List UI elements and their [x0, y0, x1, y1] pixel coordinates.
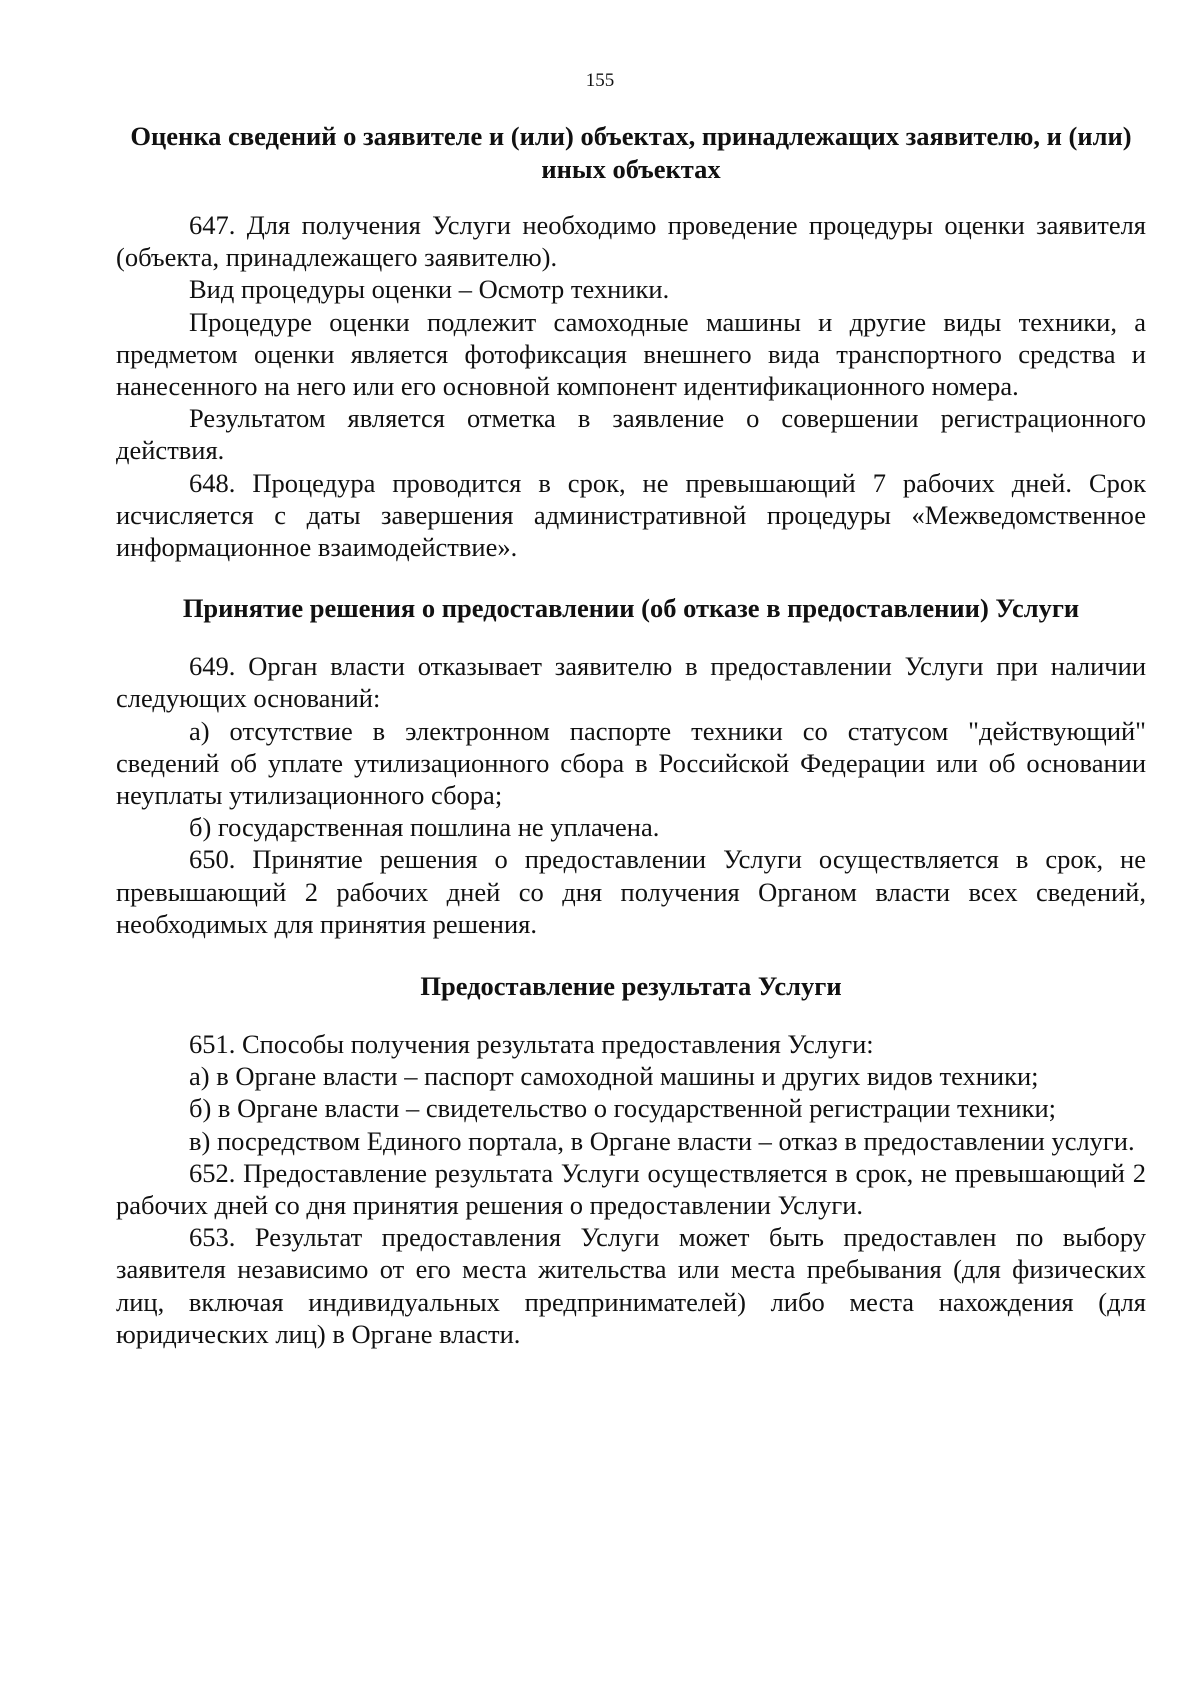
- section-heading: Предоставление результата Услуги: [420, 971, 842, 1002]
- document-body: [116, 120, 1146, 1350]
- paragraph: Вид процедуры оценки – Осмотр техники.: [189, 274, 670, 305]
- section-heading: Оценка сведений о заявителе и (или) объектах, принадлежащих заявителю, и (или) иных объектах: [130, 121, 1132, 184]
- paragraph: 650. Принятие решения о предоставлении Услуги осуществляется в срок, не превышающий 2 рабочих дней со дня получения Органом власти всех сведений, необходимых для принятия решения.: [116, 844, 1146, 939]
- paragraph: 648. Процедура проводится в срок, не превышающий 7 рабочих дней. Срок исчисляется с даты завершения административной процедуры «Межведомственное информационное взаимодействие».: [116, 467, 1146, 563]
- paragraph: 652. Предоставление результата Услуги осуществляется в срок, не превышающий 2 рабочих дней со дня принятия решения о предоставлении Услуги.: [116, 1157, 1146, 1221]
- paragraph: б) в Органе власти – свидетельство о государственной регистрации техники;: [189, 1093, 1057, 1124]
- paragraph: 647. Для получения Услуги необходимо проведение процедуры оценки заявителя (объекта, принадлежащего заявителю).: [116, 210, 1146, 273]
- paragraph: 653. Результат предоставления Услуги может быть предоставлен по выбору заявителя независимо от его места жительства или места пребывания (для физических лиц, включая индивидуальных предпринимателей) либо места нахождения (для юридических лиц) в Органе власти.: [116, 1222, 1146, 1349]
- section-heading: Принятие решения о предоставлении (об отказе в предоставлении) Услуги: [182, 593, 1080, 624]
- paragraph: а) отсутствие в электронном паспорте техники со статусом "действующий" сведений об уплате утилизационного сбора в Российской Федерации или об основании неуплаты утилизационного сбора;: [116, 715, 1146, 811]
- page-number: 155: [585, 70, 615, 91]
- paragraph: 649. Орган власти отказывает заявителю в предоставлении Услуги при наличии следующих оснований:: [116, 651, 1146, 714]
- paragraph: а) в Органе власти – паспорт самоходной машины и других видов техники;: [189, 1061, 1039, 1092]
- paragraph: 651. Способы получения результата предоставления Услуги:: [189, 1029, 874, 1060]
- paragraph: Процедуре оценки подлежит самоходные машины и другие виды техники, а предметом оценки является фотофиксация внешнего вида транспортного средства и нанесенного на него или его основной компонент идентификационного номера.: [116, 306, 1146, 402]
- paragraph: Результатом является отметка в заявление о совершении регистрационного действия.: [116, 403, 1146, 466]
- paragraph: б) государственная пошлина не уплачена.: [189, 812, 660, 843]
- paragraph: в) посредством Единого портала, в Органе власти – отказ в предоставлении услуги.: [189, 1125, 1135, 1156]
